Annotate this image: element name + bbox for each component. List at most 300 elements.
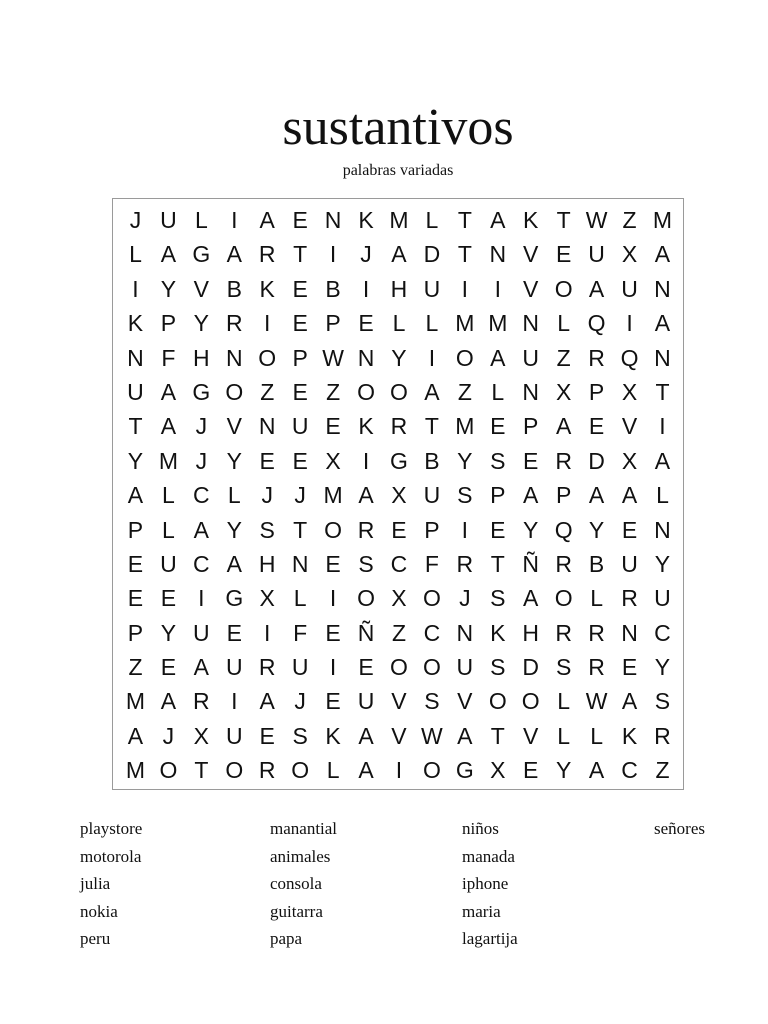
- grid-letter: T: [457, 207, 472, 233]
- grid-letter: E: [292, 275, 308, 302]
- grid-letter: R: [258, 241, 276, 268]
- grid-letter: E: [490, 516, 506, 543]
- grid-letter: U: [423, 482, 441, 509]
- grid-letter: U: [423, 275, 441, 302]
- grid-letter: S: [490, 585, 506, 612]
- grid-letter: E: [523, 757, 539, 784]
- grid-letter: N: [456, 619, 474, 646]
- grid-letter: R: [555, 550, 572, 577]
- grid-letter: A: [523, 585, 539, 612]
- grid-letter: U: [291, 654, 309, 681]
- grid-letter: T: [655, 378, 670, 405]
- grid-letter: G: [390, 447, 408, 474]
- grid-letter: Y: [523, 516, 539, 543]
- grid-letter: U: [654, 585, 671, 612]
- grid-letter: A: [391, 241, 407, 268]
- grid-letter: Z: [128, 654, 143, 681]
- grid-letter: I: [362, 275, 370, 302]
- grid-letter: W: [421, 722, 443, 749]
- grid-letter: R: [555, 447, 572, 474]
- grid-letter: A: [226, 241, 242, 268]
- grid-letter: T: [490, 722, 505, 749]
- grid-letter: K: [127, 310, 144, 337]
- grid-letter: X: [621, 447, 638, 474]
- grid-letter: A: [490, 344, 506, 371]
- grid-letter: I: [395, 757, 403, 784]
- word-list-item: manada: [462, 846, 515, 866]
- grid-letter: Ñ: [357, 619, 375, 646]
- grid-letter: S: [555, 654, 572, 681]
- grid-letter: E: [523, 447, 539, 474]
- grid-letter: G: [192, 378, 211, 405]
- grid-letter: S: [259, 516, 275, 543]
- grid-letter: I: [264, 619, 271, 646]
- grid-letter: R: [258, 654, 276, 681]
- grid-letter: I: [329, 241, 337, 268]
- grid-letter: X: [391, 585, 407, 612]
- grid-letter: J: [360, 241, 372, 268]
- grid-letter: O: [357, 378, 375, 405]
- grid-letter: X: [259, 585, 275, 612]
- grid-letter: O: [422, 757, 441, 784]
- word-search-grid: [112, 198, 684, 790]
- grid-letter: O: [258, 344, 277, 371]
- grid-letter: L: [392, 310, 406, 337]
- grid-letter: Y: [391, 344, 407, 371]
- grid-letter: A: [160, 688, 177, 715]
- grid-letter: R: [621, 585, 638, 612]
- grid-letter: Y: [127, 447, 144, 474]
- grid-letter: G: [225, 585, 244, 612]
- word-list-item: iphone: [462, 874, 509, 894]
- grid-letter: O: [422, 654, 441, 681]
- word-list-item: señores: [654, 819, 705, 838]
- grid-letter: Y: [226, 516, 242, 543]
- grid-letter: K: [325, 722, 341, 749]
- grid-letter: U: [225, 722, 243, 749]
- grid-letter: R: [588, 619, 605, 646]
- grid-letter: K: [358, 207, 374, 233]
- grid-letter: M: [158, 447, 178, 474]
- grid-letter: Z: [457, 378, 472, 405]
- grid-letter: I: [428, 344, 436, 371]
- word-list-item: [654, 925, 760, 953]
- grid-letter: I: [132, 275, 139, 302]
- grid-letter: I: [231, 688, 238, 715]
- grid-letter: T: [490, 550, 505, 577]
- grid-letter: L: [491, 378, 505, 405]
- grid-letter: K: [490, 619, 506, 646]
- grid-letter: U: [160, 207, 177, 233]
- page-subtitle: palabras variadas: [342, 162, 454, 179]
- grid-letter: Ñ: [522, 550, 540, 577]
- grid-letter: U: [225, 654, 243, 681]
- grid-letter: L: [656, 482, 669, 509]
- grid-letter: A: [160, 413, 177, 440]
- grid-letter: J: [459, 585, 471, 612]
- grid-letter: N: [522, 378, 540, 405]
- grid-letter: E: [555, 241, 572, 268]
- grid-letter: A: [358, 757, 374, 784]
- grid-letter: M: [455, 413, 475, 440]
- grid-letter: T: [194, 757, 209, 784]
- grid-letter: O: [554, 585, 573, 612]
- grid-letter: P: [588, 378, 605, 405]
- grid-letter: B: [226, 275, 242, 302]
- grid-letter: E: [127, 585, 144, 612]
- grid-letter: V: [226, 413, 242, 440]
- grid-letter: M: [125, 757, 146, 784]
- grid-letter: L: [162, 516, 175, 543]
- grid-letter: D: [423, 241, 441, 268]
- grid-letter: R: [225, 310, 243, 337]
- grid-letter: Y: [193, 310, 210, 337]
- grid-letter: C: [193, 482, 210, 509]
- grid-letter: A: [193, 654, 210, 681]
- grid-letter: L: [129, 241, 142, 268]
- grid-letter: I: [461, 516, 469, 543]
- grid-letter: E: [160, 585, 177, 612]
- grid-letter: T: [457, 241, 472, 268]
- grid-letter: X: [193, 722, 210, 749]
- grid-letter: E: [358, 310, 374, 337]
- grid-letter: I: [659, 413, 666, 440]
- grid-letter: I: [494, 275, 501, 302]
- grid-letter: E: [325, 550, 341, 577]
- grid-letter: E: [588, 413, 605, 440]
- grid-letter: L: [293, 585, 307, 612]
- grid-letter: A: [654, 447, 671, 474]
- grid-letter: T: [424, 413, 439, 440]
- grid-letter: N: [291, 550, 309, 577]
- grid-letter: E: [358, 654, 374, 681]
- grid-letter: A: [358, 722, 374, 749]
- grid-letter: N: [621, 619, 638, 646]
- grid-letter: U: [621, 275, 638, 302]
- word-list-item: maria: [462, 901, 501, 921]
- grid-letter: H: [258, 550, 276, 577]
- word-list-item: peru: [80, 929, 111, 949]
- grid-letter: A: [160, 241, 177, 268]
- grid-letter: A: [127, 722, 144, 749]
- grid-letter: O: [554, 275, 573, 302]
- grid-letter: X: [490, 757, 506, 784]
- grid-letter: V: [457, 688, 473, 715]
- grid-letter: M: [389, 207, 409, 233]
- grid-letter: M: [323, 482, 343, 509]
- grid-letter: A: [424, 378, 440, 405]
- grid-letter: R: [588, 654, 605, 681]
- grid-letter: Y: [160, 275, 177, 302]
- grid-letter: C: [654, 619, 671, 646]
- grid-letter: E: [259, 447, 275, 474]
- grid-letter: E: [621, 516, 638, 543]
- grid-letter: W: [585, 688, 608, 715]
- grid-letter: Z: [260, 378, 275, 405]
- grid-letter: H: [193, 344, 210, 371]
- grid-letter: M: [652, 207, 673, 233]
- grid-letter: L: [590, 722, 603, 749]
- grid-letter: N: [489, 241, 507, 268]
- grid-letter: L: [425, 207, 439, 233]
- grid-letter: O: [324, 516, 343, 543]
- grid-letter: C: [193, 550, 210, 577]
- grid-letter: E: [490, 413, 506, 440]
- grid-letter: L: [557, 310, 571, 337]
- word-list-item: consola: [270, 874, 322, 894]
- grid-letter: S: [358, 550, 374, 577]
- word-list-item: guitarra: [270, 901, 323, 921]
- grid-letter: G: [192, 241, 211, 268]
- grid-letter: Z: [326, 378, 341, 405]
- grid-letter: E: [292, 207, 308, 233]
- grid-letter: O: [225, 757, 244, 784]
- grid-letter: N: [522, 310, 540, 337]
- grid-letter: E: [325, 619, 341, 646]
- grid-letter: U: [357, 688, 375, 715]
- grid-letter: Z: [655, 757, 670, 784]
- grid-letter: J: [261, 482, 273, 509]
- grid-letter: H: [390, 275, 408, 302]
- grid-letter: N: [357, 344, 375, 371]
- grid-letter: E: [325, 688, 341, 715]
- grid-letter: L: [162, 482, 175, 509]
- page-title: sustantivos: [282, 99, 514, 156]
- grid-letter: U: [456, 654, 474, 681]
- grid-letter: Y: [555, 757, 572, 784]
- word-list-item: animales: [270, 846, 331, 866]
- grid-letter: X: [621, 241, 638, 268]
- grid-letter: A: [259, 688, 275, 715]
- grid-letter: T: [293, 516, 308, 543]
- word-list-item: motorola: [80, 846, 142, 866]
- grid-letter: X: [325, 447, 341, 474]
- grid-letter: A: [490, 207, 506, 233]
- grid-letter: T: [128, 413, 143, 440]
- grid-letter: M: [125, 688, 146, 715]
- grid-letter: P: [160, 310, 177, 337]
- grid-letter: S: [654, 688, 671, 715]
- grid-letter: L: [590, 585, 603, 612]
- grid-letter: L: [425, 310, 439, 337]
- grid-letter: U: [291, 413, 309, 440]
- word-list-item: papa: [270, 929, 303, 949]
- grid-letter: X: [621, 378, 638, 405]
- word-list-item: playstore: [80, 819, 143, 838]
- grid-letter: P: [127, 516, 144, 543]
- grid-letter: N: [258, 413, 276, 440]
- grid-letter: P: [325, 310, 341, 337]
- word-list-item: [654, 870, 760, 898]
- grid-letter: U: [588, 241, 605, 268]
- word-list-item: niños: [462, 819, 499, 838]
- grid-letter: M: [455, 310, 475, 337]
- grid-letter: L: [326, 757, 340, 784]
- grid-letter: A: [457, 722, 473, 749]
- grid-letter: R: [258, 757, 276, 784]
- grid-letter: J: [195, 413, 208, 440]
- grid-letter: V: [523, 241, 539, 268]
- grid-letter: E: [621, 654, 638, 681]
- grid-letter: Y: [457, 447, 473, 474]
- grid-letter: E: [160, 654, 177, 681]
- grid-letter: O: [390, 654, 408, 681]
- grid-letter: A: [226, 550, 242, 577]
- grid-letter: K: [259, 275, 275, 302]
- grid-letter: V: [193, 275, 210, 302]
- grid-letter: J: [129, 207, 142, 233]
- grid-letter: K: [621, 722, 638, 749]
- grid-letter: V: [523, 722, 539, 749]
- grid-letter: Y: [226, 447, 242, 474]
- grid-letter: E: [292, 310, 308, 337]
- grid-letter: L: [557, 688, 571, 715]
- grid-letter: I: [329, 654, 337, 681]
- grid-letter: N: [654, 344, 671, 371]
- grid-letter: K: [523, 207, 539, 233]
- word-list-item: [654, 843, 760, 871]
- grid-letter: B: [588, 550, 605, 577]
- grid-letter: W: [585, 207, 608, 233]
- grid-letter: X: [555, 378, 572, 405]
- grid-letter: U: [160, 550, 177, 577]
- grid-letter: E: [292, 447, 308, 474]
- grid-letter: D: [522, 654, 540, 681]
- grid-letter: O: [422, 585, 441, 612]
- grid-letter: E: [292, 378, 308, 405]
- grid-letter: Y: [654, 654, 671, 681]
- grid-letter: V: [621, 413, 638, 440]
- grid-letter: V: [391, 722, 407, 749]
- grid-letter: I: [626, 310, 633, 337]
- grid-letter: A: [588, 275, 605, 302]
- grid-letter: R: [357, 516, 375, 543]
- grid-letter: X: [391, 482, 407, 509]
- grid-letter: O: [291, 757, 310, 784]
- grid-letter: A: [588, 757, 605, 784]
- grid-letter: E: [325, 413, 341, 440]
- grid-letter: Z: [622, 207, 637, 233]
- grid-letter: J: [195, 447, 208, 474]
- grid-letter: V: [523, 275, 539, 302]
- grid-letter: B: [424, 447, 440, 474]
- grid-letter: A: [621, 688, 638, 715]
- grid-letter: J: [162, 722, 175, 749]
- grid-letter: V: [391, 688, 407, 715]
- grid-letter: N: [654, 275, 671, 302]
- grid-letter: O: [390, 378, 408, 405]
- word-list: [80, 815, 760, 953]
- grid-letter: L: [557, 722, 571, 749]
- grid-letter: S: [424, 688, 440, 715]
- word-list-item: manantial: [270, 819, 338, 838]
- grid-letter: Q: [587, 310, 606, 337]
- grid-letter: A: [523, 482, 539, 509]
- grid-letter: O: [455, 344, 474, 371]
- grid-letter: F: [424, 550, 439, 577]
- grid-letter: I: [329, 585, 337, 612]
- grid-letter: R: [555, 619, 572, 646]
- word-list-item: nokia: [80, 901, 118, 921]
- grid-letter: A: [160, 378, 177, 405]
- word-list-item: lagartija: [462, 929, 518, 949]
- grid-letter: M: [488, 310, 508, 337]
- grid-letter: Y: [654, 550, 671, 577]
- grid-letter: P: [555, 482, 572, 509]
- grid-letter: G: [455, 757, 474, 784]
- grid-letter: I: [461, 275, 469, 302]
- grid-letter: Y: [588, 516, 605, 543]
- grid-letter: E: [127, 550, 144, 577]
- grid-letter: E: [259, 722, 275, 749]
- grid-letter: P: [292, 344, 308, 371]
- grid-letter: R: [588, 344, 605, 371]
- grid-letter: A: [193, 516, 210, 543]
- grid-letter: U: [621, 550, 638, 577]
- grid-letter: A: [127, 482, 144, 509]
- grid-letter: D: [588, 447, 605, 474]
- grid-letter: A: [654, 310, 671, 337]
- grid-letter: U: [193, 619, 210, 646]
- grid-letter: S: [490, 654, 506, 681]
- grid-letter: T: [293, 241, 308, 268]
- grid-letter: Z: [391, 619, 406, 646]
- grid-letter: P: [424, 516, 440, 543]
- grid-letter: R: [193, 688, 210, 715]
- grid-letter: P: [490, 482, 506, 509]
- grid-letter: C: [390, 550, 408, 577]
- grid-letter: L: [194, 207, 208, 233]
- grid-letter: A: [555, 413, 572, 440]
- grid-letter: I: [198, 585, 205, 612]
- grid-letter: U: [127, 378, 144, 405]
- grid-letter: P: [523, 413, 539, 440]
- grid-letter: K: [358, 413, 374, 440]
- grid-letter: Q: [620, 344, 639, 371]
- grid-letter: W: [322, 344, 344, 371]
- grid-letter: N: [127, 344, 144, 371]
- grid-letter: B: [325, 275, 341, 302]
- grid-letter: F: [293, 619, 308, 646]
- grid-letter: O: [521, 688, 540, 715]
- grid-letter: O: [357, 585, 375, 612]
- grid-letter: E: [226, 619, 242, 646]
- grid-letter: R: [654, 722, 671, 749]
- grid-letter: F: [161, 344, 176, 371]
- grid-letter: N: [324, 207, 342, 233]
- grid-letter: O: [159, 757, 178, 784]
- grid-letter: I: [362, 447, 370, 474]
- grid-letter: J: [294, 482, 306, 509]
- letter-grid: [119, 203, 679, 788]
- grid-letter: A: [259, 207, 275, 233]
- grid-letter: O: [225, 378, 244, 405]
- grid-letter: A: [358, 482, 374, 509]
- grid-letter: A: [588, 482, 605, 509]
- word-list-item: [654, 898, 760, 926]
- grid-letter: C: [423, 619, 441, 646]
- grid-letter: T: [556, 207, 571, 233]
- word-list-item: julia: [80, 874, 111, 894]
- grid-letter: S: [490, 447, 506, 474]
- grid-letter: I: [231, 207, 238, 233]
- grid-letter: L: [227, 482, 241, 509]
- grid-letter: O: [488, 688, 507, 715]
- grid-letter: R: [456, 550, 474, 577]
- grid-letter: J: [294, 688, 306, 715]
- grid-letter: N: [654, 516, 671, 543]
- grid-letter: Y: [160, 619, 177, 646]
